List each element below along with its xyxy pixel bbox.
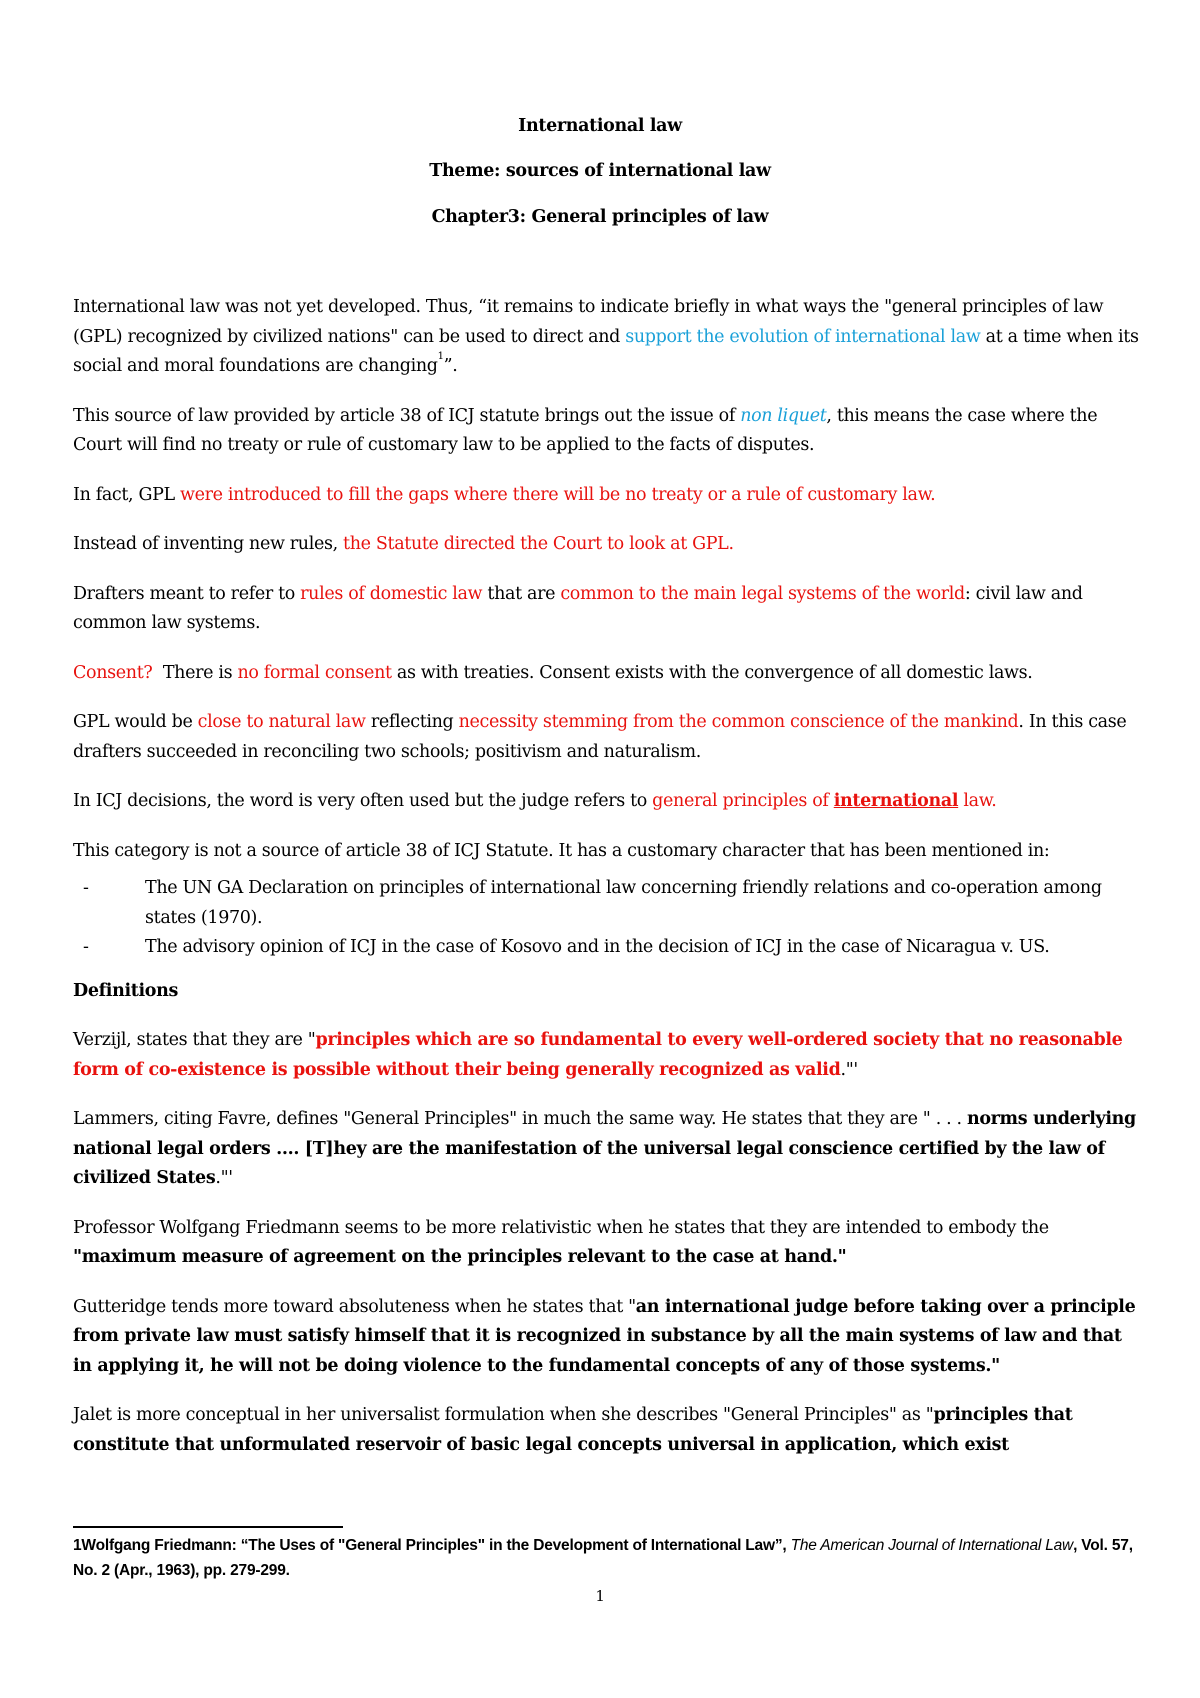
highlight-red: necessity stemming from the common conscience of the mankind	[458, 712, 1019, 732]
highlight-red: law.	[958, 791, 997, 811]
bullet-list	[73, 874, 1143, 963]
footnote-ref[interactable]: 1	[437, 351, 444, 362]
list-item: - The advisory opinion of ICJ in the case of Kosovo and in the decision of ICJ in the case of Nicaragua v. US.	[73, 933, 1143, 963]
highlight-red: no formal consent	[237, 662, 392, 683]
document-theme: Theme: sources of international law	[429, 161, 771, 181]
paragraph-gaps: In fact, GPL were introduced to fill the gaps where there will be no treaty or a rule of customary law.	[73, 484, 936, 505]
bullet-marker: -	[83, 878, 89, 898]
paragraph-consent: Consent? There is no formal consent as with treaties. Consent exists with the convergence of all domestic laws.	[73, 662, 1033, 683]
document-title: International law	[518, 116, 682, 136]
highlight-red: rules of domestic law	[300, 583, 483, 604]
highlight-blue: support the evolution of international law	[625, 326, 981, 347]
page-number: 1	[595, 1587, 605, 1605]
journal-title: The American Journal of International Law	[790, 1537, 1074, 1554]
footnote-separator	[73, 1526, 343, 1528]
paragraph-icj-decisions: In ICJ decisions, the word is very often used but the judge refers to general principles of international law.	[73, 791, 997, 811]
paragraph-intro: International law was not yet developed. Thus, “it remains to indicate briefly in what ways the "general principles of law (GPL) recognized by civilized nations" can be used to direct and support the evolution of international law at a time when its social and moral foundations are changing$^1$”.	[73, 297, 1139, 376]
paragraph-non-liquet: This source of law provided by article 38 of ICJ statute brings out the issue of non liquet, this means the case where the Court will find no treaty or rule of customary law to be applied to the facts of disputes.	[73, 405, 1098, 455]
footnote: 1Wolfgang Friedmann: “The Uses of "General Principles" in the Development of International Law”, The American Journal of International Law, Vol. 57, No. 2 (Apr., 1963), pp. 279-299.	[73, 1537, 1133, 1579]
bullet-marker: -	[83, 937, 89, 957]
quote-bold: an international judge before taking over a principle from private law must satisfy himself that it is recognized in substance by all the main systems of law and that in applying it, he will not be doing violence to the fundamental concepts of any of those systems."	[73, 1296, 1136, 1376]
definition-friedmann: Professor Wolfgang Friedmann seems to be more relativistic when he states that they are intended to embody the "maximum measure of agreement on the principles relevant to the case at hand."	[73, 1217, 1049, 1267]
quote-bold: "maximum measure of agreement on the principles relevant to the case at hand."	[73, 1247, 847, 1267]
definition-verzijl: Verzijl, states that they are "principles which are so fundamental to every well-ordered society that no reasonable form of co-existence is possible without their being generally recognized as valid."'	[73, 1030, 1123, 1080]
highlight-red: Consent?	[73, 662, 153, 683]
paragraph-customary: This category is not a source of article 38 of ICJ Statute. It has a customary character that has been mentioned in:	[73, 840, 1050, 861]
quote-bold: norms underlying national legal orders .... [T]hey are the manifestation of the universal legal conscience certified by the law of civilized States	[73, 1109, 1136, 1188]
document-body	[73, 293, 1143, 1480]
definition-lammers: Lammers, citing Favre, defines "General Principles" in much the same way. He states that they are " . . . norms underlying national legal orders .... [T]hey are the manifestation of the universal legal conscience certified by the law of civilized States."'	[73, 1109, 1136, 1188]
highlight-red: the Statute directed the Court to look at GPL.	[343, 534, 734, 554]
highlight-non-liquet: non liquet	[740, 405, 827, 426]
definition-jalet: Jalet is more conceptual in her universalist formulation when she describes "General Principles" as "principles that constitute that unformulated reservoir of basic legal concepts universal in application, which exist	[73, 1405, 1073, 1455]
definition-gutteridge: Gutteridge tends more toward absoluteness when he states that "an international judge before taking over a principle from private law must satisfy himself that it is recognized in substance by all the main systems of law and that in applying it, he will not be doing violence to the fundamental concepts of any of those systems."	[73, 1296, 1136, 1376]
highlight-red-bold: principles which are so fundamental to every well-ordered society that no reasonable form of co-existence is possible without their being generally recognized as valid	[73, 1030, 1123, 1080]
highlight-red: common to the main legal systems of the world	[560, 583, 965, 604]
quote-bold: principles that constitute that unformulated reservoir of basic legal concepts universal in application, which exist	[73, 1405, 1073, 1455]
paragraph-drafters: Drafters meant to refer to rules of domestic law that are common to the main legal systems of the world: civil law and common law systems.	[73, 583, 1083, 633]
highlight-international: international	[833, 791, 959, 811]
paragraph-natural-law: GPL would be close to natural law reflecting necessity stemming from the common conscience of the mankind. In this case drafters succeeded in reconciling two schools; positivism and naturalism.	[73, 712, 1127, 762]
chapter-title: Chapter3: General principles of law	[431, 207, 769, 227]
paragraph-statute: Instead of inventing new rules, the Statute directed the Court to look at GPL.	[73, 534, 734, 554]
highlight-red: were introduced to fill the gaps where there will be no treaty or a rule of customary law.	[180, 484, 936, 505]
highlight-red: close to natural law	[197, 712, 366, 732]
highlight-red: general principles of	[652, 791, 834, 811]
list-item: - The UN GA Declaration on principles of international law concerning friendly relations and co-operation among states (1970).	[73, 874, 1143, 933]
definitions-heading: Definitions	[73, 980, 178, 1001]
